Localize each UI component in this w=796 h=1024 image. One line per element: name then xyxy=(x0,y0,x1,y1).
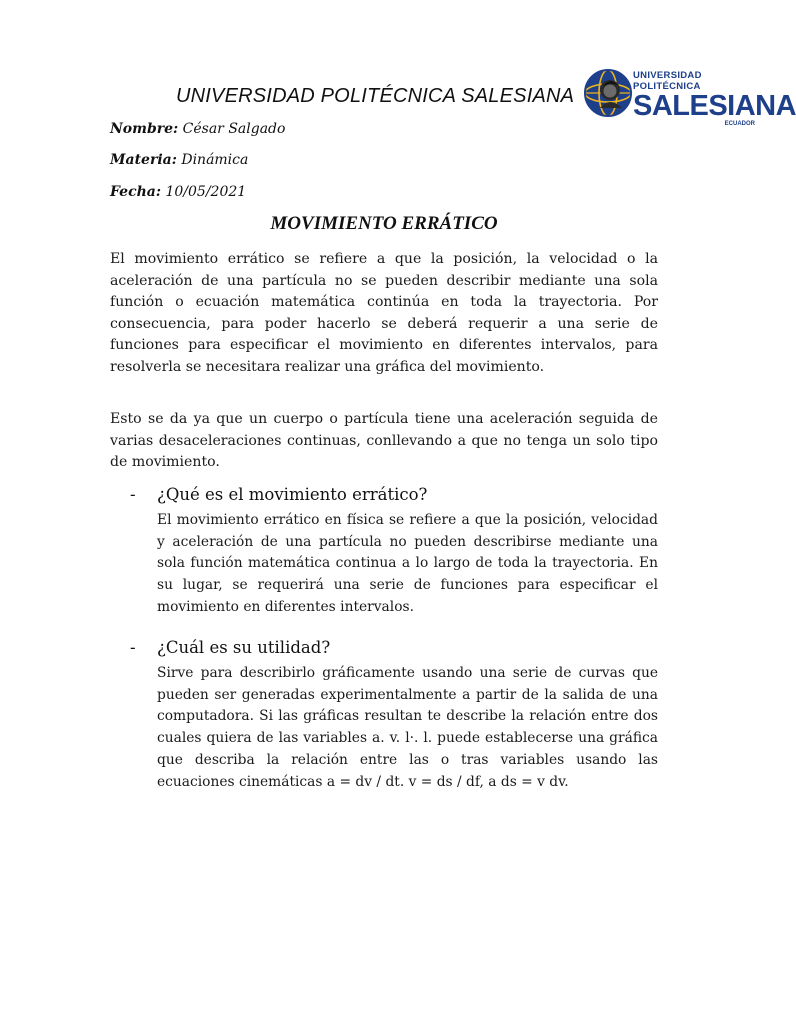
list-bullet: - xyxy=(130,485,136,504)
meta-fecha xyxy=(110,184,246,200)
list-bullet: - xyxy=(130,638,136,657)
university-logo xyxy=(583,68,796,127)
meta-materia-value: Dinámica xyxy=(181,152,249,168)
question-heading xyxy=(130,485,427,504)
second-paragraph: Esto se da ya que un cuerpo o partícula tiene una aceleración seguida de varias desaceleraciones continuas, conllevando a que no tenga un solo tipo de movimiento. xyxy=(110,411,658,470)
question-text: ¿Cuál es su utilidad? xyxy=(157,638,331,657)
meta-materia-label: Materia: xyxy=(110,152,177,168)
question-heading xyxy=(130,638,330,657)
meta-nombre xyxy=(110,121,285,137)
logo-top-text: UNIVERSIDAD POLITÉCNICA xyxy=(633,70,702,92)
logo-bottom-text: ECUADOR xyxy=(724,121,755,127)
logo-main-text: SALESIANA xyxy=(633,90,796,122)
globe-portrait-icon xyxy=(583,68,633,118)
meta-materia xyxy=(110,152,248,168)
meta-fecha-label: Fecha: xyxy=(110,184,162,200)
intro-paragraph: El movimiento errático se refiere a que la posición, la velocidad o la aceleración de una partícula no se pueden describir mediante una sola función o ecuación matemática continúa en toda la trayectoria. Por consecuencia, para poder hacerlo se deberá requerir a una serie de funciones para especificar el movimiento en diferentes intervalos, para resolverla se necesitara realizar una gráfica del movimiento. xyxy=(110,251,658,375)
answer-paragraph: Sirve para describirlo gráficamente usando una serie de curvas que pueden ser generadas experimentalmente a partir de la salida de una computadora. Si las gráficas resultan te describe la relación entre dos cuales quiera de las variables a. v. l·. l. puede establecerse una gráfica que describa la relación entre las o tras variables usando las ecuaciones cinemáticas a = dv / dt. v = ds / df, a ds = v dv. xyxy=(157,665,658,790)
university-name: UNIVERSIDAD POLITÉCNICA SALESIANA xyxy=(176,85,575,107)
answer-paragraph: El movimiento errático en física se refiere a que la posición, velocidad y aceleración de una partícula no pueden describirse mediante una sola función matemática continua a lo largo de toda la trayectoria. En su lugar, se requerirá una serie de funciones para especificar el movimiento en diferentes intervalos. xyxy=(157,512,658,615)
document-title: MOVIMIENTO ERRÁTICO xyxy=(270,213,498,234)
meta-fecha-value: 10/05/2021 xyxy=(165,184,247,200)
question-text: ¿Qué es el movimiento errático? xyxy=(157,485,428,504)
meta-nombre-label: Nombre: xyxy=(110,121,179,137)
meta-nombre-value: César Salgado xyxy=(182,121,286,137)
